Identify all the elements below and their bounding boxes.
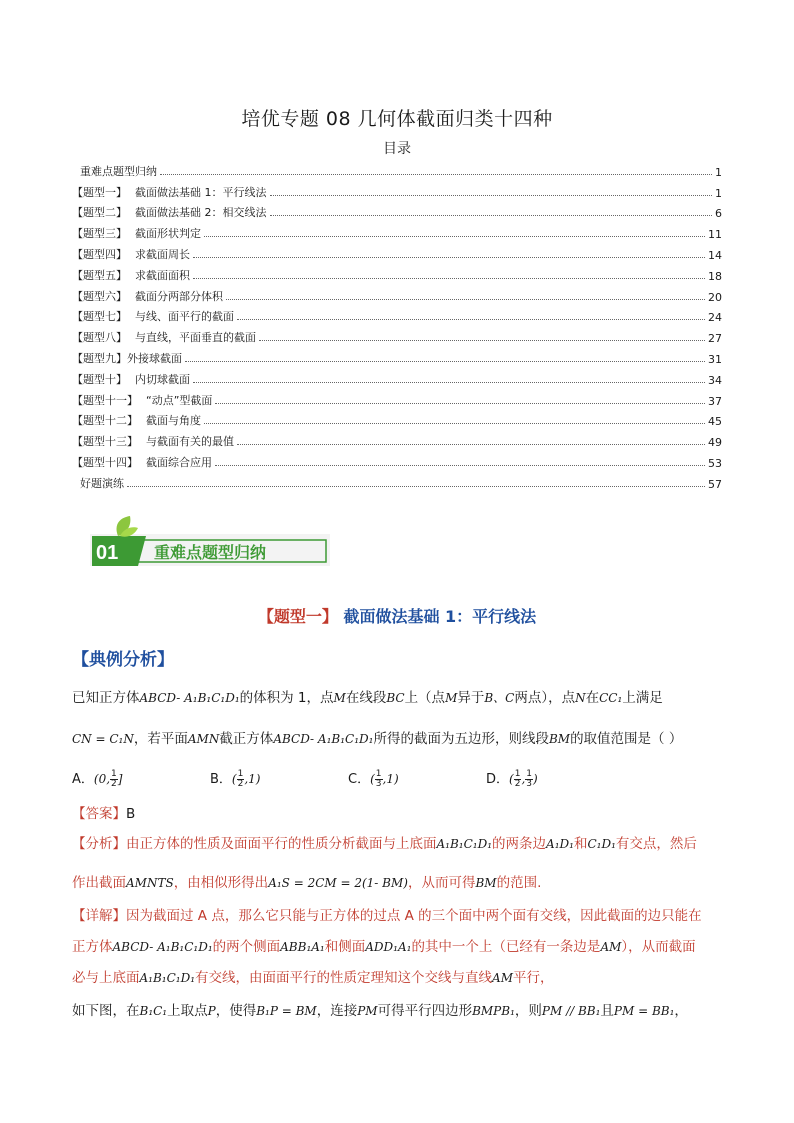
analysis-line-2: 作出截面AMNTS，由相似形得出A₁S = 2CM = 2(1- BM)，从而可得BM的范围. — [72, 875, 542, 891]
problem-line-1: 已知正方体ABCD- A₁B₁C₁D₁的体积为 1，点M在线段BC上（点M异于B、C两点），点N在CC₁上满足 — [72, 690, 663, 706]
banner-text: 重难点题型归纳 — [154, 543, 267, 562]
toc-entry[interactable]: 【题型一】 截面做法基础 1：平行线法 1 — [72, 185, 722, 200]
toc-entry[interactable]: 【题型七】 与线、面平行的截面 24 — [72, 310, 722, 325]
leaf-icon — [117, 516, 139, 537]
section-banner — [90, 514, 330, 570]
solution-line-2: 正方体ABCD- A₁B₁C₁D₁的两个侧面ABB₁A₁和侧面ADD₁A₁的其中一个上（已经有一条边是AM），从而截面 — [72, 939, 696, 955]
toc-entry[interactable]: 【题型十】 内切球截面 34 — [72, 372, 722, 387]
option-a[interactable]: A．(0, $\frac{1}{2}$ ] — [72, 769, 123, 789]
toc-entry[interactable]: 【题型十一】 “动点”型截面 37 — [72, 393, 722, 408]
toc-entry[interactable]: 【题型十三】 与截面有关的最值 49 — [72, 435, 722, 450]
option-b[interactable]: B．( $\frac{1}{2}$ ,1) — [210, 769, 261, 789]
toc-entry[interactable]: 【题型五】 求截面面积 18 — [72, 268, 722, 283]
toc-entry[interactable]: 【题型八】 与直线，平面垂直的截面 27 — [72, 331, 722, 346]
toc-entry[interactable]: 【题型四】 求截面周长 14 — [72, 247, 722, 262]
toc-entry[interactable]: 【题型二】 截面做法基础 2：相交线法 6 — [72, 206, 722, 221]
sub-heading: 【典例分析】 — [72, 650, 174, 670]
problem-line-2: CN = C₁N，若平面AMN截正方体ABCD- A₁B₁C₁D₁所得的截面为五边形，则线段BM的取值范围是（ ） — [72, 731, 683, 747]
toc-entry[interactable]: 重难点题型归纳 1 — [80, 164, 722, 179]
toc-entry[interactable]: 【题型六】 截面分两部分体积 20 — [72, 289, 722, 304]
solution-line-4: 如下图，在B₁C₁上取点P，使得B₁P = BM，连接PM可得平行四边形BMPB₁，则PM // BB₁且PM = BB₁， — [72, 1003, 688, 1019]
page-title: 培优专题 08 几何体截面归类十四种 — [241, 108, 553, 130]
solution-line-1: 【详解】因为截面过 A 点，那么它只能与正方体的过点 A 的三个面中两个面有交线，因此截面的边只能在 — [72, 908, 702, 924]
answer-line: 【答案】B — [72, 806, 136, 822]
toc-entry[interactable]: 【题型三】 截面形状判定 11 — [72, 227, 722, 242]
toc-entry[interactable]: 【题型九】外接球截面 31 — [72, 351, 722, 366]
analysis-line-1: 【分析】由正方体的性质及面面平行的性质分析截面与上底面A₁B₁C₁D₁的两条边A₁D₁和C₁D₁有交点，然后 — [72, 836, 697, 852]
table-of-contents — [72, 158, 722, 491]
toc-entry[interactable]: 【题型十二】 截面与角度 45 — [72, 414, 722, 429]
toc-heading: 目录 — [383, 141, 411, 157]
option-d[interactable]: D．( $\frac{1}{2}$ , $\frac{1}{3}$ ) — [486, 769, 538, 789]
option-c[interactable]: C．( $\frac{1}{3}$ ,1) — [348, 769, 399, 789]
toc-entry[interactable]: 好题演练 57 — [80, 476, 722, 491]
toc-entry[interactable]: 【题型十四】 截面综合应用 53 — [72, 455, 722, 470]
banner-number: 01 — [96, 542, 119, 564]
section-title: 【题型一】 截面做法基础 1：平行线法 — [257, 607, 537, 626]
solution-line-3: 必与上底面A₁B₁C₁D₁有交线，由面面平行的性质定理知这个交线与直线AM平行， — [72, 970, 554, 986]
